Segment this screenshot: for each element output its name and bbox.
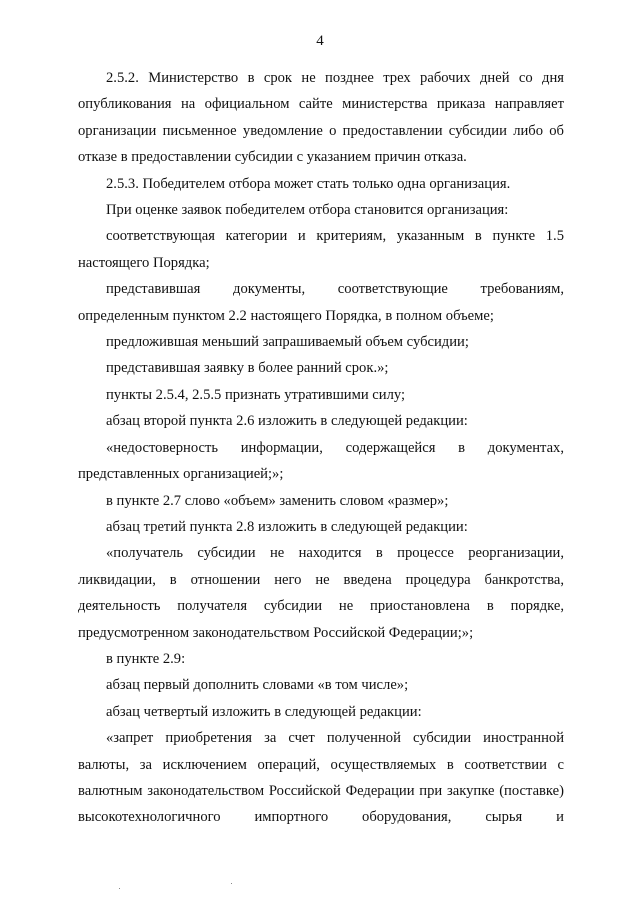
paragraph-amend-2-9: в пункте 2.9: <box>106 650 186 667</box>
page-number: 4 <box>316 33 324 49</box>
paragraph-criteria-category: соответствующая категории и критериям, указанным в пункте 1.5 настоящего Порядка; <box>78 228 564 271</box>
paragraph-2-9-first: абзац первый дополнить словами «в том числе»; <box>106 677 409 694</box>
paragraph-criteria-smaller-amount: предложившая меньший запрашиваемый объем субсидии; <box>106 334 469 351</box>
paragraph-quote-2-9: «запрет приобретения за счет полученной субсидии иностранной валюты, за исключением операций, осуществляемых в соответствии с валютным законодательством Российской Федерации при закупке (поставке) высокотехнологичного импортного оборудования, сырья и <box>78 730 564 826</box>
paragraph-amend-2-8: абзац третий пункта 2.8 изложить в следующей редакции: <box>106 518 468 535</box>
paragraph-evaluation-intro: При оценке заявок победителем отбора становится организация: <box>106 202 509 219</box>
paragraph-amend-2-7: в пункте 2.7 слово «объем» заменить словом «размер»; <box>106 492 449 509</box>
paragraph-quote-2-8: «получатель субсидии не находится в процессе реорганизации, ликвидации, в отношении него не введена процедура банкротства, деятельность получателя субсидии не приостановлена в порядке, предусмотренном законодательством Российской Федерации;»; <box>78 545 564 641</box>
paragraph-2-5-2: 2.5.2. Министерство в срок не позднее трех рабочих дней со дня опубликования на официальном сайте министерства приказа направляет организации письменное уведомление о предоставлении субсидии либо об отказе в предоставлении субсидии с указанием причин отказа. <box>78 70 564 166</box>
paragraph-repeal-2-5-4: пункты 2.5.4, 2.5.5 признать утратившими силу; <box>106 386 406 403</box>
paragraph-amend-2-6: абзац второй пункта 2.6 изложить в следующей редакции: <box>106 413 468 430</box>
scan-speck <box>119 888 120 889</box>
paragraph-quote-2-6: «недостоверность информации, содержащейся в документах, представленных организацией;»; <box>78 439 564 483</box>
paragraph-2-5-3: 2.5.3. Победителем отбора может стать только одна организация. <box>106 175 511 192</box>
scan-speck <box>231 883 232 884</box>
paragraph-criteria-earlier-date: представившая заявку в более ранний срок.»; <box>106 360 389 377</box>
paragraph-criteria-documents: представившая документы, соответствующие требованиям, определенным пунктом 2.2 настоящего Порядка, в полном объеме; <box>78 281 564 324</box>
paragraph-2-9-fourth: абзац четвертый изложить в следующей редакции: <box>106 703 422 720</box>
document-body <box>78 65 564 831</box>
